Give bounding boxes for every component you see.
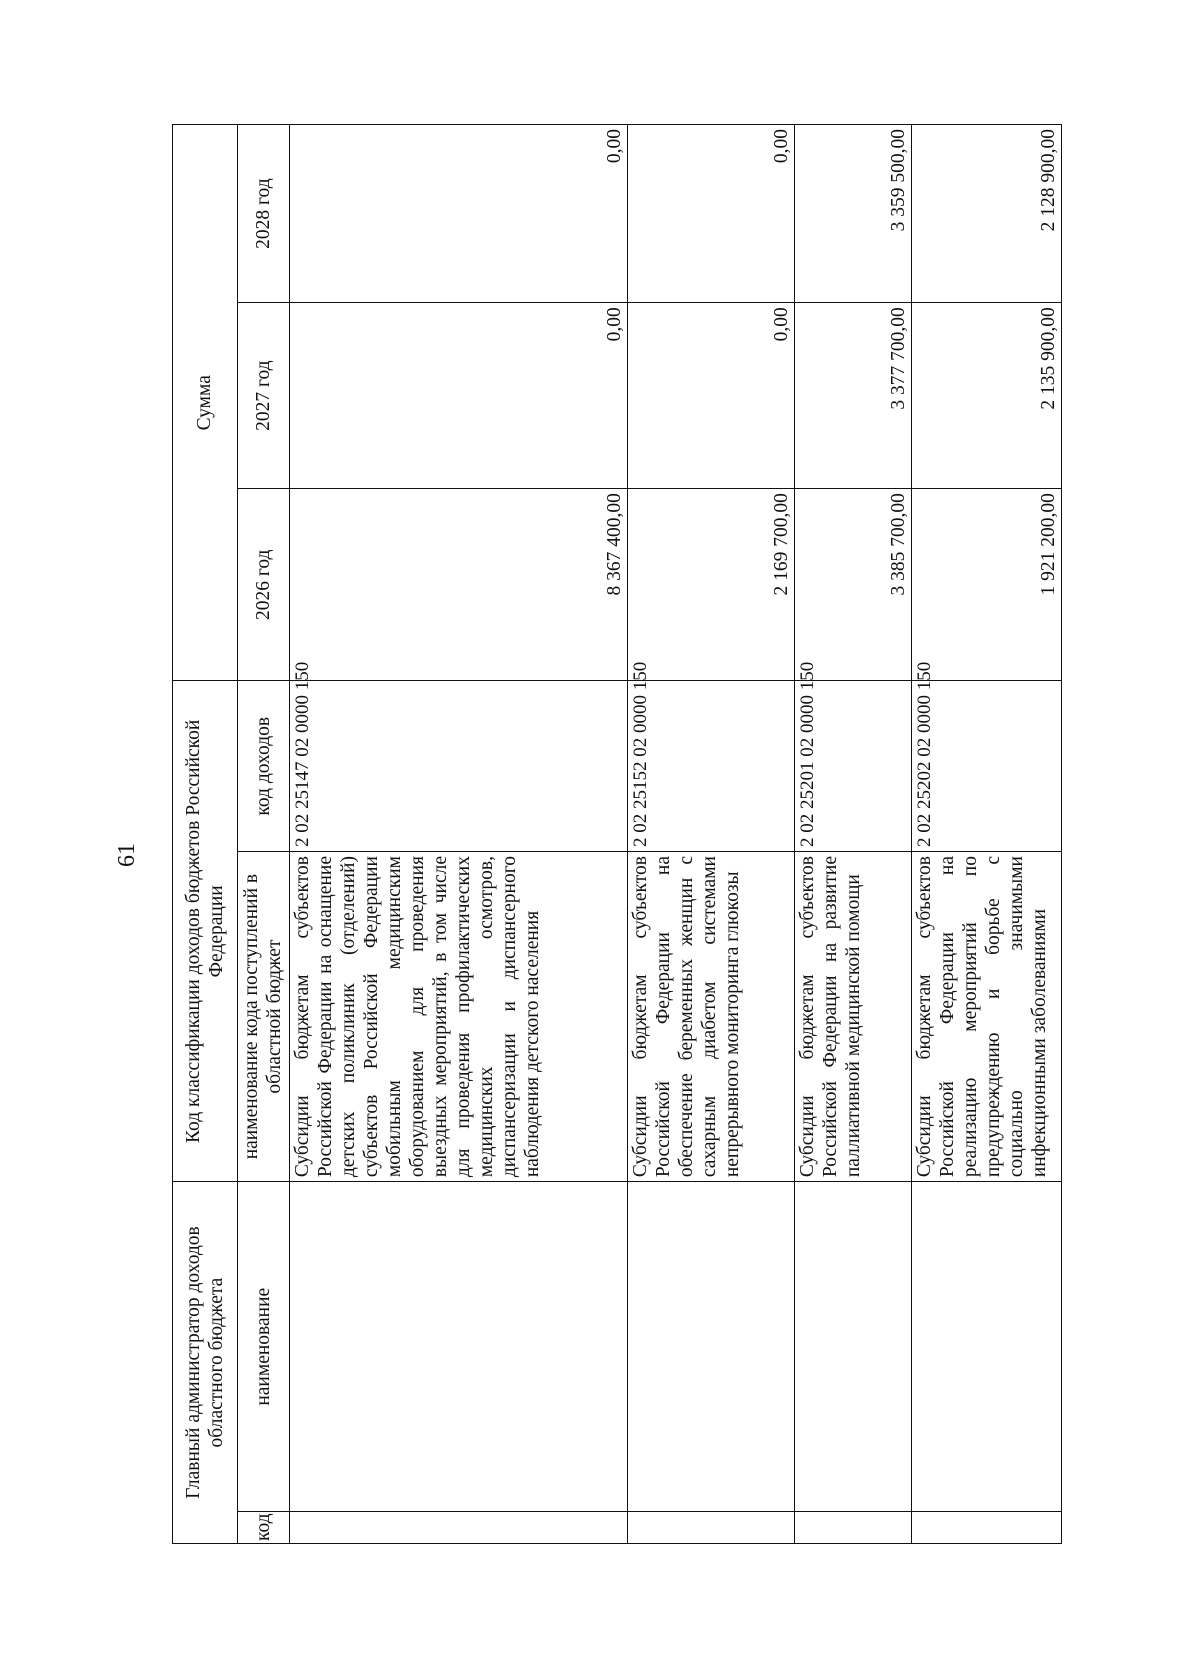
rotated-table xyxy=(172,124,1062,1544)
year-2027-column-header: 2027 год xyxy=(237,303,289,489)
table-row xyxy=(627,125,795,1544)
year-2028-column-header: 2028 год xyxy=(237,125,289,303)
sum-2027-cell: 0,00 xyxy=(289,303,627,489)
sum-2028-cell: 2 128 900,00 xyxy=(912,125,1062,303)
classification-group-header: Код классификации доходов бюджетов Российской Федерации xyxy=(173,681,238,1182)
table-row xyxy=(912,125,1062,1544)
budget-income-table xyxy=(172,124,1062,1544)
table-row xyxy=(795,125,912,1544)
table-row xyxy=(289,125,627,1544)
sum-2026-cell: 1 921 200,00 xyxy=(912,489,1062,681)
income-name-column-header: наименование кода поступлений в областной бюджет xyxy=(237,852,289,1182)
income-name-cell: Субсидии бюджетам субъектов Российской Федерации на развитие паллиативной медицинской помощи xyxy=(795,852,912,1182)
sum-2027-cell: 3 377 700,00 xyxy=(795,303,912,489)
sum-2026-cell: 2 169 700,00 xyxy=(627,489,795,681)
admin-code-cell xyxy=(627,1512,795,1544)
header-row-top xyxy=(173,125,238,1544)
income-name-cell: Субсидии бюджетам субъектов Российской Федерации на реализацию мероприятий по предупреждению и борьбе с социально значимыми инфекционными заболеваниями xyxy=(912,852,1062,1182)
sum-2026-cell: 8 367 400,00 xyxy=(289,489,627,681)
sum-2027-cell: 2 135 900,00 xyxy=(912,303,1062,489)
income-name-cell: Субсидии бюджетам субъектов Российской Федерации на обеспечение беременных женщин с сахарным диабетом системами непрерывного мониторинга глюкозы xyxy=(627,852,795,1182)
page-number: 61 xyxy=(114,843,140,867)
admin-name-column-header: наименование xyxy=(237,1182,289,1512)
year-2026-column-header: 2026 год xyxy=(237,489,289,681)
income-code-column-header: код доходов xyxy=(237,681,289,852)
header-row-sub xyxy=(237,125,289,1544)
admin-name-cell xyxy=(795,1182,912,1512)
sum-2028-cell: 0,00 xyxy=(289,125,627,303)
sum-2026-cell: 3 385 700,00 xyxy=(795,489,912,681)
admin-name-cell xyxy=(912,1182,1062,1512)
code-column-header: код xyxy=(237,1512,289,1544)
sum-2028-cell: 3 359 500,00 xyxy=(795,125,912,303)
income-code-cell: 2 02 25202 02 0000 150 xyxy=(912,681,1062,852)
income-code-cell: 2 02 25152 02 0000 150 xyxy=(627,681,795,852)
admin-name-cell xyxy=(627,1182,795,1512)
admin-group-header: Главный администратор доходов областного бюджета xyxy=(173,1182,238,1544)
sum-group-header: Сумма xyxy=(173,125,238,681)
admin-code-cell xyxy=(912,1512,1062,1544)
admin-code-cell xyxy=(795,1512,912,1544)
admin-code-cell xyxy=(289,1512,627,1544)
income-name-cell: Субсидии бюджетам субъектов Российской Федерации на оснащение детских поликлиник (отделений) субъектов Российской Федерации мобильным медицинским оборудованием для проведения выездных мероприятий, в том числе для проведения профилактических медицинских осмотров, диспансеризации и диспансерного наблюдения детского населения xyxy=(289,852,627,1182)
budget-table-container xyxy=(172,124,1062,1544)
sum-2028-cell: 0,00 xyxy=(627,125,795,303)
income-code-cell: 2 02 25147 02 0000 150 xyxy=(289,681,627,852)
income-code-cell: 2 02 25201 02 0000 150 xyxy=(795,681,912,852)
admin-name-cell xyxy=(289,1182,627,1512)
sum-2027-cell: 0,00 xyxy=(627,303,795,489)
